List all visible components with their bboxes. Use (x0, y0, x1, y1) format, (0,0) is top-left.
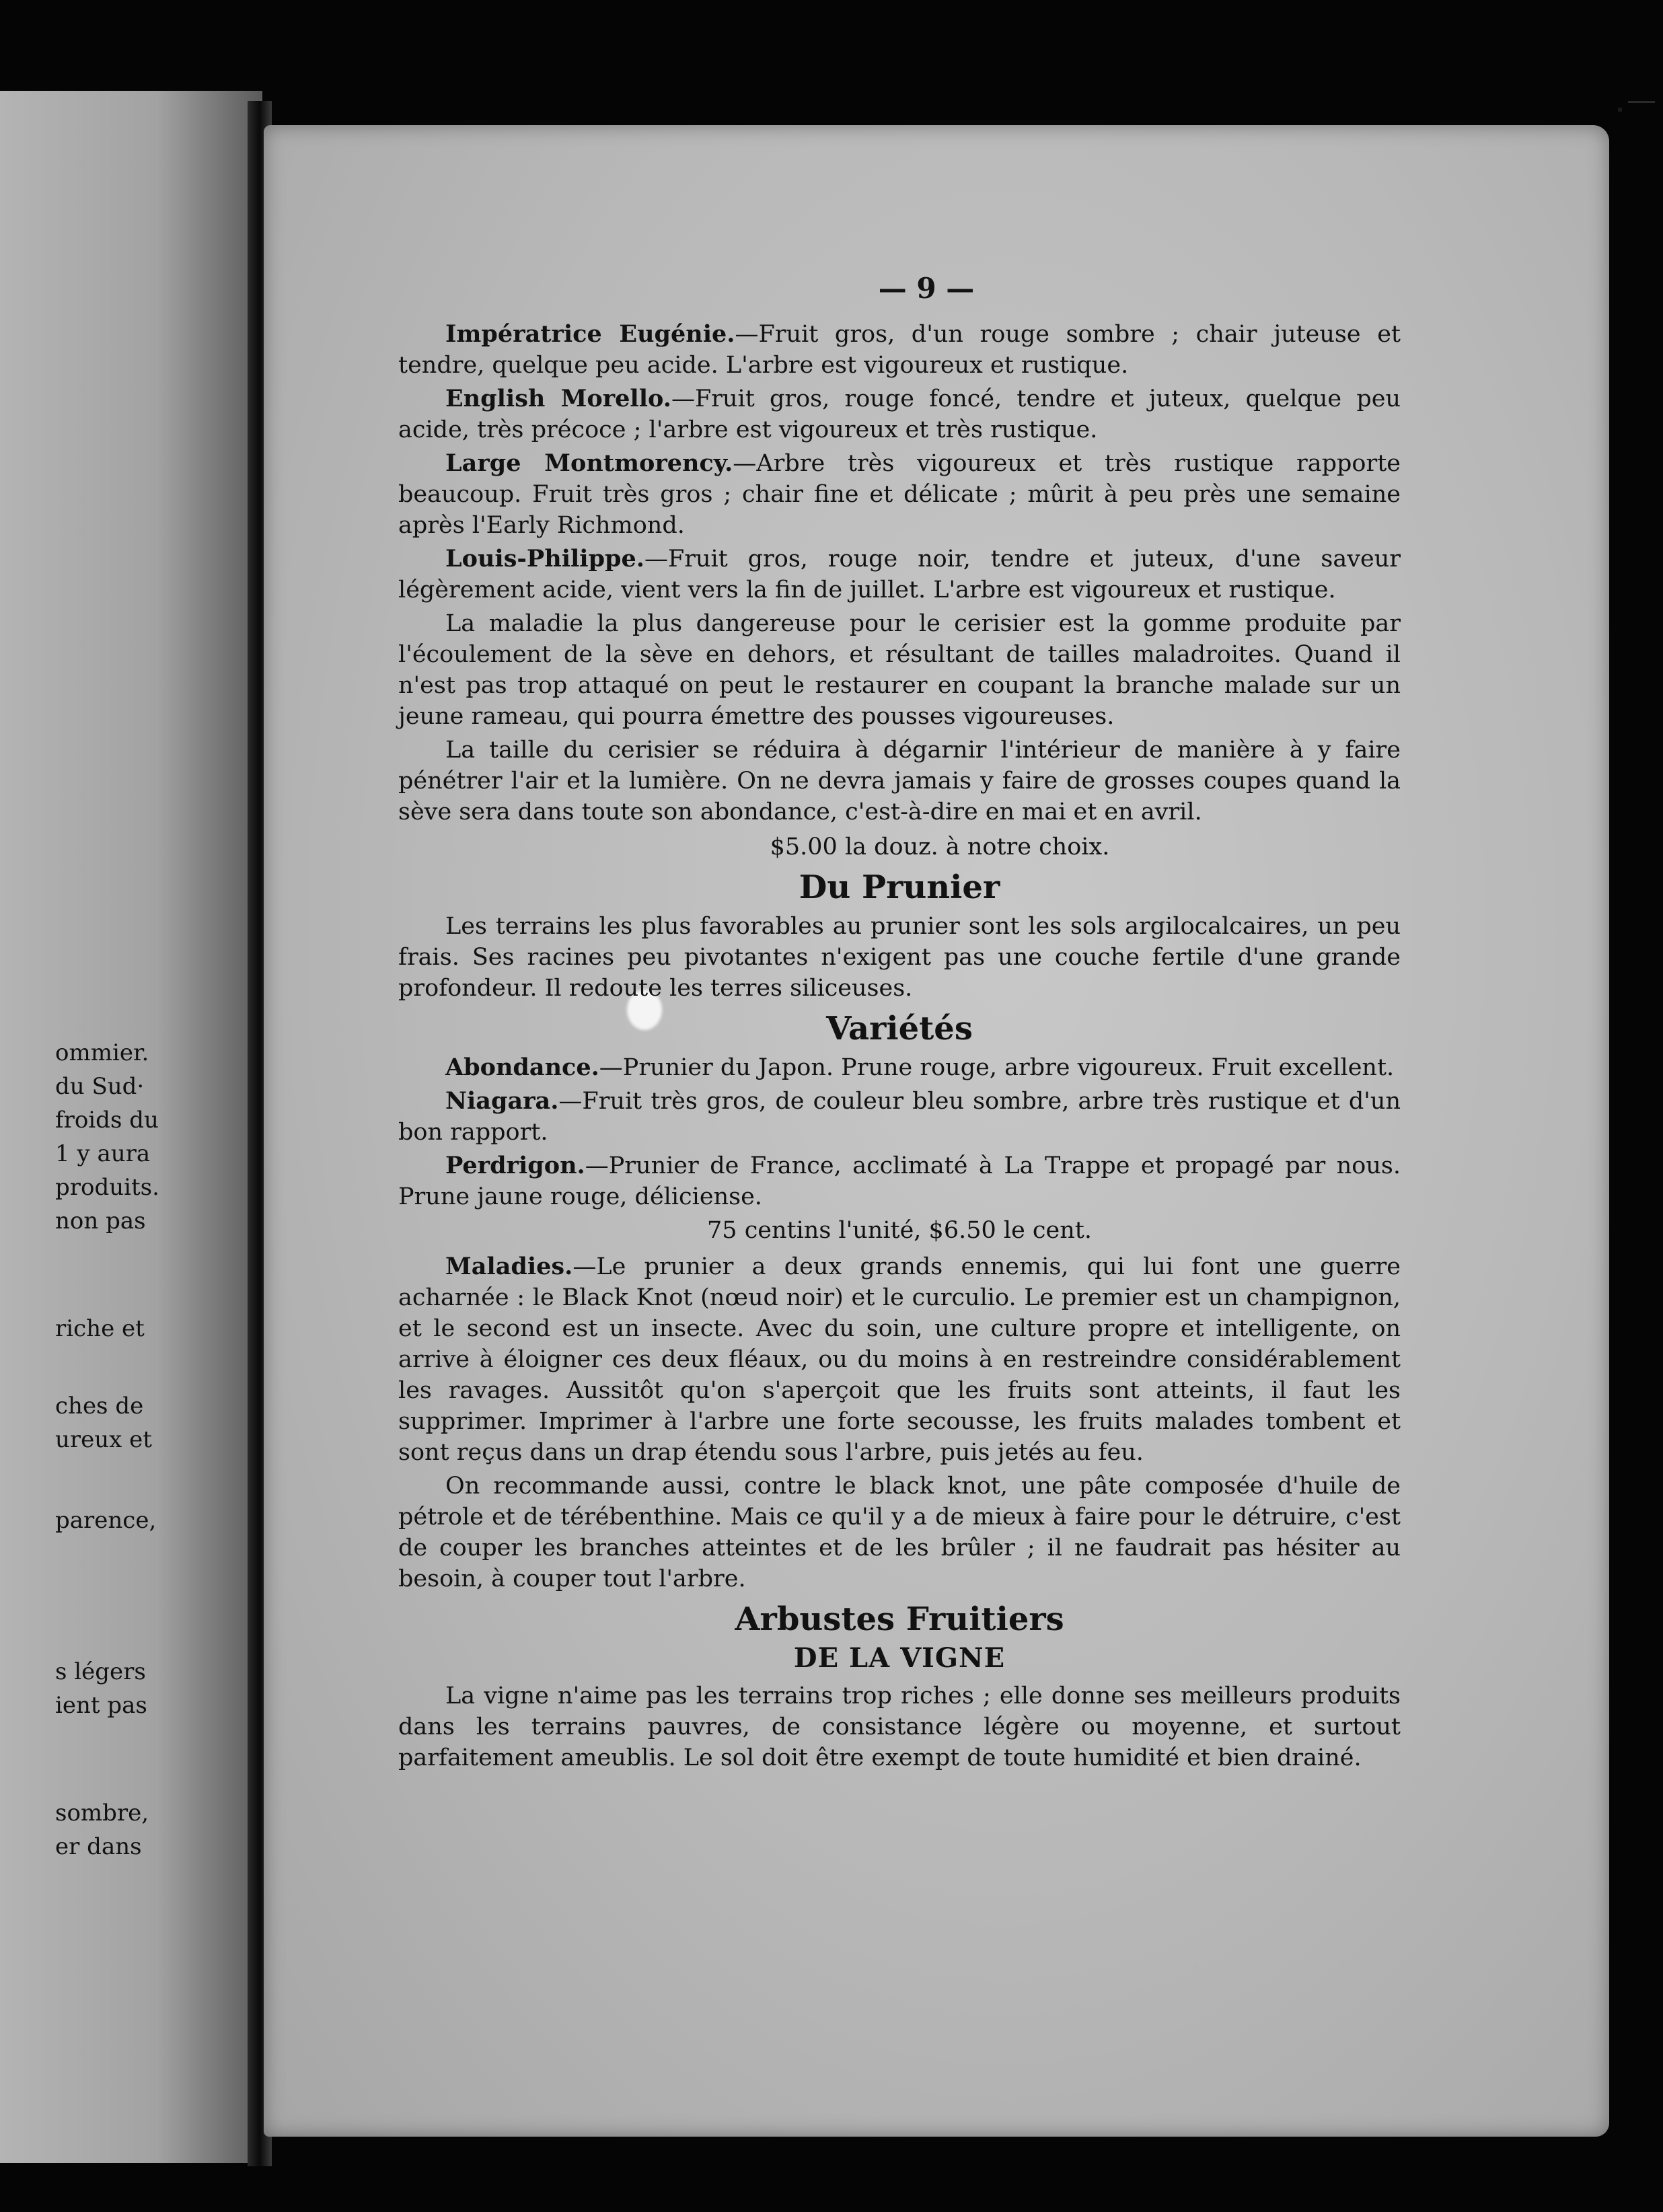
edge-mark (1628, 101, 1655, 103)
variety-text: —Prunier du Japon. Prune rouge, arbre vigoureux. Fruit excellent. (599, 1054, 1395, 1081)
variety-title: Large Montmorency. (445, 449, 733, 477)
paragraph-perdrigon (398, 1150, 1401, 1212)
heading-varietes: Variétés (826, 1010, 973, 1047)
variety-text: —Le prunier a deux grands ennemis, qui lui font une guerre acharnée : le Black Knot (nœud noir) et le curculio. Le premier est un champignon, et le second est un insecte. Avec du soin, une culture propre et intelligente, on arrive à éloigner ces deux fléaux, ou du moins à en restreindre considérablement les ravages. Aussitôt qu'on s'aperçoit que les fruits sont atteints, il faut les supprimer. Imprimer à l'arbre une forte secousse, les fruits malades tombent et sont reçus dans un drap étendu sous l'arbre, puis jetés au feu. (398, 1253, 1401, 1466)
left-page-line: ureux et (55, 1426, 152, 1453)
page-number: — 9 — (878, 272, 975, 305)
left-page-line: ches de (55, 1393, 144, 1420)
variety-text: —Fruit gros, rouge noir, tendre et juteux, d'une saveur légèrement acide, vient vers la fin de juillet. L'arbre est vigoureux et rustique. (398, 546, 1401, 603)
variety-text: —Fruit gros, rouge foncé, tendre et juteux, quelque peu acide, très précoce ; l'arbre est vigoureux et très rustique. (398, 385, 1401, 443)
edge-mark (1618, 108, 1622, 112)
left-page-line: riche et (55, 1315, 145, 1342)
variety-title: Perdrigon. (445, 1152, 585, 1179)
left-page (0, 91, 262, 2163)
heading-arbustes: Arbustes Fruitiers (735, 1600, 1064, 1638)
paragraph-taille: La taille du cerisier se réduira à dégarnir l'intérieur de manière à y faire pénétrer l'air et la lumière. On ne devra jamais y faire de grosses coupes quand la sève sera dans toute son abondance, c'est-à-dire en mai et en avril. (398, 737, 1401, 825)
paragraph-montmorency (398, 448, 1401, 541)
left-page-line: froids du (55, 1107, 159, 1134)
left-page-line: 1 y aura (55, 1140, 151, 1167)
variety-text: —Fruit très gros, de couleur bleu sombre, arbre très rustique et d'un bon rapport. (398, 1088, 1401, 1146)
paragraph-maladies (398, 1251, 1401, 1468)
heading-vigne: DE LA VIGNE (793, 1642, 1006, 1674)
variety-title: Maladies. (445, 1253, 573, 1280)
left-page-line: s légers (55, 1658, 146, 1685)
left-page-line: er dans (55, 1833, 142, 1860)
paragraph-louis-philippe (398, 544, 1401, 605)
price-prunier: 75 centins l'unité, $6.50 le cent. (707, 1217, 1092, 1244)
paragraph-maladie: La maladie la plus dangereuse pour le cerisier est la gomme produite par l'écoulement de la sève en dehors, et résultant de tailles maladroites. Quand il n'est pas trop attaqué on peut le restaurer en coupant la branche malade sur un jeune rameau, qui pourra émettre des pousses vigoureuses. (398, 610, 1401, 730)
paragraph-english-morello (398, 383, 1401, 445)
left-page-line: produits. (55, 1174, 159, 1201)
left-page-line: ient pas (55, 1692, 147, 1719)
variety-title: Abondance. (445, 1054, 599, 1081)
variety-title: Niagara. (445, 1087, 559, 1115)
variety-text: —Prunier de France, acclimaté à La Trappe et propagé par nous. Prune jaune rouge, déliciense. (398, 1152, 1401, 1210)
variety-title: English Morello. (445, 385, 671, 412)
left-page-line: non pas (55, 1208, 146, 1234)
paragraph-terrains: Les terrains les plus favorables au prunier sont les sols argilocalcaires, un peu frais. Ses racines peu pivotantes n'exigent pas une couche fertile d'une grande profondeur. Il redoute les terres siliceuses. (398, 913, 1401, 1002)
paragraph-vigne: La vigne n'aime pas les terrains trop riches ; elle donne ses meilleurs produits dans les terrains pauvres, de consistance légère ou moyenne, et surtout parfaitement ameublis. Le sol doit être exempt de toute humidité et bien drainé. (398, 1683, 1401, 1771)
price-cerisier: $5.00 la douz. à notre choix. (770, 834, 1110, 860)
paragraph-imperatrice (398, 319, 1401, 381)
left-page-line: sombre, (55, 1800, 149, 1827)
variety-title: Impératrice Eugénie. (445, 320, 735, 348)
right-page (264, 125, 1609, 2137)
variety-text: —Arbre très vigoureux et très rustique rapporte beaucoup. Fruit très gros ; chair fine et délicate ; mûrit à peu près une semaine après l'Early Richmond. (398, 450, 1401, 539)
page-text (398, 273, 1401, 1776)
paragraph-niagara (398, 1086, 1401, 1148)
left-page-line: parence, (55, 1507, 157, 1534)
left-page-line: du Sud· (55, 1073, 145, 1100)
variety-text: —Fruit gros, d'un rouge sombre ; chair juteuse et tendre, quelque peu acide. L'arbre est vigoureux et rustique. (398, 321, 1401, 379)
variety-title: Louis-Philippe. (445, 545, 644, 573)
paragraph-abondance (398, 1052, 1401, 1083)
paragraph-recommande: On recommande aussi, contre le black knot, une pâte composée d'huile de pétrole et de térébenthine. Mais ce qu'il y a de mieux à faire pour le détruire, c'est de couper les branches atteintes et de les brûler ; il ne faudrait pas hésiter au besoin, à couper tout l'arbre. (398, 1473, 1401, 1592)
heading-prunier: Du Prunier (799, 869, 1000, 906)
left-page-line: ommier. (55, 1039, 149, 1066)
